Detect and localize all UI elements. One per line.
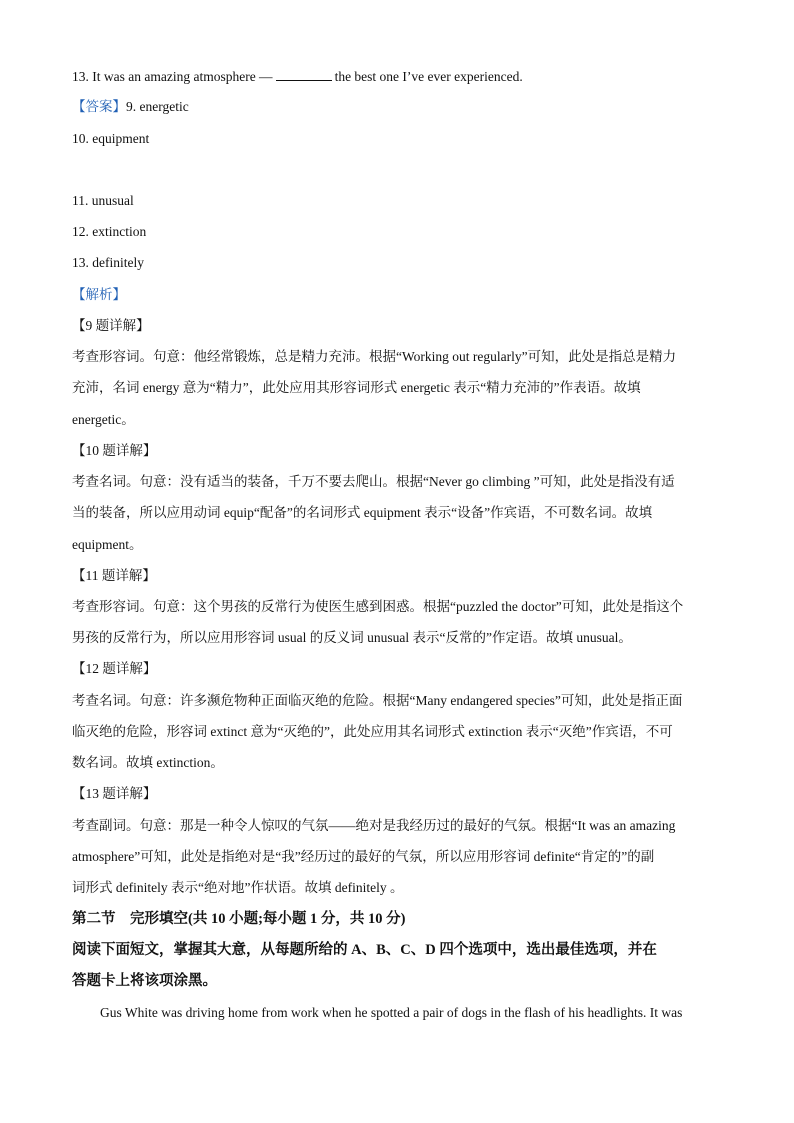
detail-13-line: atmosphere”可知，此处是指绝对是“我”经历过的最好的气氛，所以应用形容词 definite“肯定的”的副 xyxy=(72,849,655,864)
detail-10-title: 【10 题详解】 xyxy=(72,443,157,458)
answer-item-10: 10. equipment xyxy=(72,131,150,146)
detail-13-line: 考查副词。句意：那是一种令人惊叹的气氛——绝对是我经历过的最好的气氛。根据“It was an amazing xyxy=(72,818,676,833)
answer-item-11: 11. unusual xyxy=(72,193,134,208)
detail-11-line: 考查形容词。句意：这个男孩的反常行为使医生感到困惑。根据“puzzled the doctor”可知，此处是指这个 xyxy=(72,599,684,614)
detail-10-line: 考查名词。句意：没有适当的装备，千万不要去爬山。根据“Never go climbing ”可知，此处是指没有适 xyxy=(72,474,675,489)
detail-9-line: energetic。 xyxy=(72,412,135,427)
detail-12-line: 考查名词。句意：许多濒危物种正面临灭绝的危险。根据“Many endangered species”可知，此处是指正面 xyxy=(72,693,683,708)
question-13 xyxy=(72,68,722,85)
answer-tag: 【答案】 xyxy=(72,99,126,114)
section-instruction: 阅读下面短文，掌握其大意，从每题所给的 A、B、C、D 四个选项中，选出最佳选项，并在 xyxy=(72,942,657,958)
detail-12-title: 【12 题详解】 xyxy=(72,661,157,676)
analysis-tag: 【解析】 xyxy=(72,287,126,302)
answer-item-12: 12. extinction xyxy=(72,224,147,239)
detail-9-title: 【9 题详解】 xyxy=(72,318,150,333)
section-heading: 第二节 完形填空(共 10 小题;每小题 1 分，共 10 分) xyxy=(72,911,406,927)
question-13-prefix: 13. It was an amazing atmosphere — xyxy=(72,69,273,84)
answer-line xyxy=(72,99,722,115)
answer-item-9: 9. energetic xyxy=(126,99,189,114)
detail-10-line: equipment。 xyxy=(72,537,143,552)
detail-11-title: 【11 题详解】 xyxy=(72,568,156,583)
detail-9-line: 考查形容词。句意：他经常锻炼，总是精力充沛。根据“Working out regularly”可知，此处是指总是精力 xyxy=(72,349,677,364)
detail-12-line: 数名词。故填 extinction。 xyxy=(72,755,224,770)
detail-12-line: 临灭绝的危险，形容词 extinct 意为“灭绝的”，此处应用其名词形式 extinction 表示“灭绝”作宾语，不可 xyxy=(72,724,673,739)
answer-item-13: 13. definitely xyxy=(72,255,144,270)
detail-10-line: 当的装备，所以应用动词 equip“配备”的名词形式 equipment 表示“设备”作宾语，不可数名词。故填 xyxy=(72,505,653,520)
detail-13-line: 词形式 definitely 表示“绝对地”作状语。故填 definitely 。 xyxy=(72,880,404,895)
detail-11-line: 男孩的反常行为，所以应用形容词 usual 的反义词 unusual 表示“反常的”作定语。故填 unusual。 xyxy=(72,630,632,645)
question-13-suffix: the best one I’ve ever experienced. xyxy=(334,69,523,84)
section-instruction: 答题卡上将该项涂黑。 xyxy=(72,973,217,989)
answer-blank xyxy=(276,68,332,81)
detail-13-title: 【13 题详解】 xyxy=(72,786,157,801)
passage-first-line: Gus White was driving home from work when he spotted a pair of dogs in the flash of his headlights. It was xyxy=(100,1005,683,1020)
detail-9-line: 充沛，名词 energy 意为“精力”，此处应用其形容词形式 energetic 表示“精力充沛的”作表语。故填 xyxy=(72,380,641,395)
